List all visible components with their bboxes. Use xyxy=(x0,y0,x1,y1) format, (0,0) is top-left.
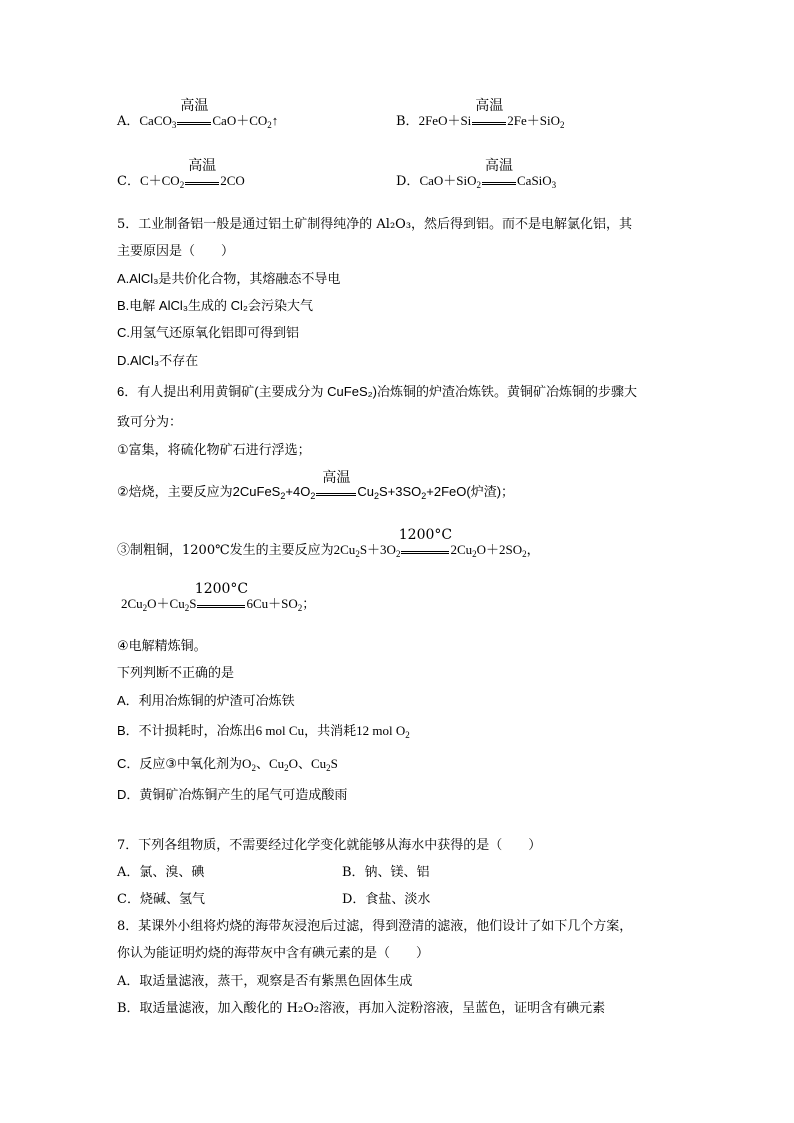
q7-option-c: C．烧碱、氢气 xyxy=(117,892,205,907)
q6-option-b: B．不计损耗时，冶炼出6 mol Cu，共消耗12 mol $O_2$ xyxy=(117,723,410,740)
q5-stem-line2: 主要原因是（ ） xyxy=(117,244,235,259)
q6-step1: ①富集，将硫化物矿石进行浮选； xyxy=(117,442,311,457)
q6-stem-line1: 6．有人提出利用黄铜矿(主要成分为 CuFeS₂)冶炼铜的炉渣冶炼铁。黄铜矿冶炼铜的步骤大 xyxy=(117,384,638,399)
reaction-arrow: 高温 xyxy=(177,115,211,125)
q6-step4: ④电解精炼铜。 xyxy=(117,638,207,653)
q4-option-c: C．$C+CO_2$ 高温 2CO xyxy=(117,158,245,190)
q7-option-b: B．钠、镁、铝 xyxy=(342,865,430,880)
q7-stem: 7．下列各组物质，不需要经过化学变化就能够从海水中获得的是（ ） xyxy=(117,838,542,853)
q4-option-a: A．CaCO$_3$ 高温 $CaO+CO_2↑$ xyxy=(117,98,279,130)
q7-option-a: A．氯、溴、碘 xyxy=(117,865,205,880)
q4-option-b: B．2FeO＋Si 高温 2Fe＋SiO$_2$ xyxy=(396,98,565,130)
q8-stem-line1: 8．某课外小组将灼烧的海带灰浸泡后过滤，得到澄清的滤液，他们设计了如下几个方案， xyxy=(117,919,633,934)
q5-option-c: C.用氢气还原氧化铝即可得到铝 xyxy=(117,325,300,340)
reaction-arrow: 高温 xyxy=(316,486,356,496)
q4-option-d: D．CaO＋SiO$_2$ 高温 CaSiO$_3$ xyxy=(396,158,557,190)
q6-option-d: D．黄铜矿冶炼铜产生的尾气可造成酸雨 xyxy=(117,787,348,802)
q6-stem-line2: 致可分为： xyxy=(117,414,183,429)
q6-step2: ②焙烧，主要反应为$2CuFeS_2+4O_2$ 高温 $Cu_2S+3SO_2+2FeO$(炉渣)； xyxy=(117,469,515,501)
reaction-arrow: 1200°C xyxy=(401,544,449,554)
reaction-arrow: 高温 xyxy=(472,115,506,125)
reaction-arrow: 高温 xyxy=(185,175,219,185)
q5-option-a: A.AlCl₃是共价化合物，其熔融态不导电 xyxy=(117,271,341,286)
q7-option-d: D．食盐、淡水 xyxy=(342,892,431,907)
q6-step3-line2: $2Cu_2O+Cu_2S$ 1200°C $6Cu+SO_2$； xyxy=(121,581,316,613)
q6-question: 下列判断不正确的是 xyxy=(117,665,235,680)
q5-option-d: D.AlCl₃不存在 xyxy=(117,353,199,368)
q6-option-c: C．反应③中氧化剂为$O_2$、$Cu_2O$、$Cu_2S$ xyxy=(117,756,338,773)
reaction-arrow: 高温 xyxy=(482,175,516,185)
q5-option-b: B.电解 AlCl₃生成的 Cl₂会污染大气 xyxy=(117,298,313,313)
q6-step3-line1: ③制粗铜，1200℃发生的主要反应为$2Cu_2S+3O_2$ 1200°C $2Cu_2O+2SO_2$， xyxy=(117,527,540,559)
reaction-arrow: 1200°C xyxy=(197,598,245,608)
q6-option-a: A．利用冶炼铜的炉渣可冶炼铁 xyxy=(117,693,295,708)
q8-stem-line2: 你认为能证明灼烧的海带灰中含有碘元素的是（ ） xyxy=(117,946,430,961)
q8-option-a: A．取适量滤液，蒸干，观察是否有紫黑色固体生成 xyxy=(117,974,413,989)
q8-option-b: B．取适量滤液，加入酸化的 H₂O₂溶液，再加入淀粉溶液，呈蓝色，证明含有碘元素 xyxy=(117,1001,606,1016)
q5-stem-line1: 5．工业制备铝一般是通过铝土矿制得纯净的 Al₂O₃，然后得到铝。而不是电解氯化铝，其 xyxy=(117,217,633,232)
